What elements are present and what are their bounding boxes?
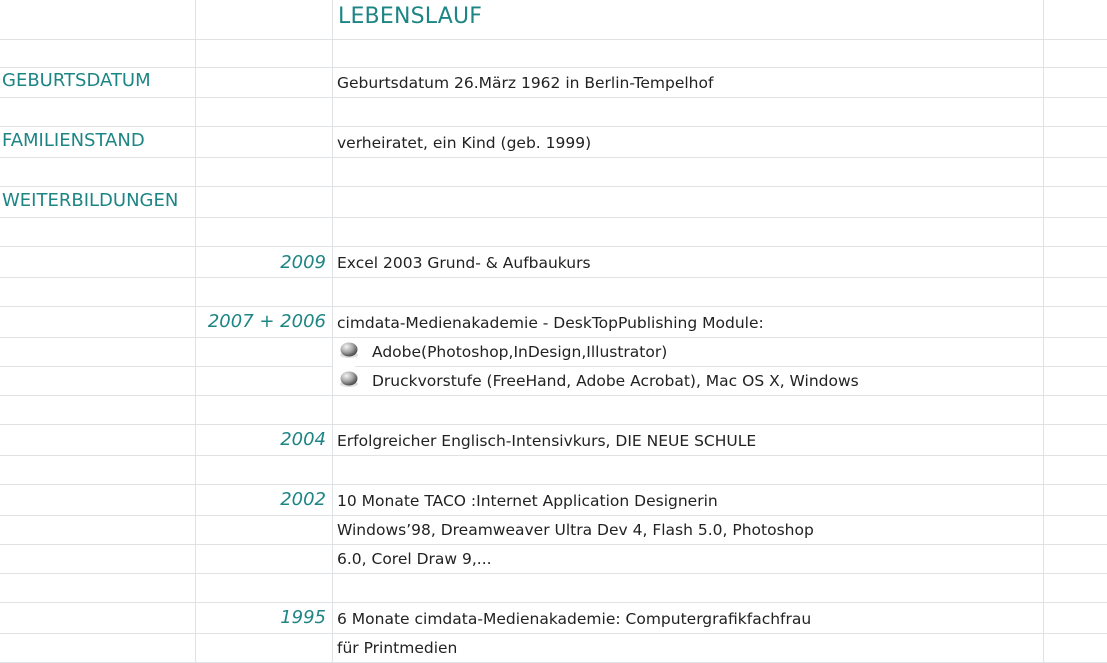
row-divider bbox=[0, 573, 1107, 574]
column-divider bbox=[332, 0, 333, 663]
row-divider bbox=[0, 277, 1107, 278]
row-divider bbox=[0, 217, 1107, 218]
value-birthdate: Geburtsdatum 26.März 1962 in Berlin-Tempelhof bbox=[337, 74, 714, 92]
label-family-status: FAMILIENSTAND bbox=[2, 130, 145, 151]
row-divider bbox=[0, 395, 1107, 396]
row-divider bbox=[0, 544, 1107, 545]
row-divider bbox=[0, 97, 1107, 98]
row-divider bbox=[0, 484, 1107, 485]
entry-line: 10 Monate TACO :Internet Application Designerin bbox=[337, 492, 718, 510]
row-divider bbox=[0, 186, 1107, 187]
entry-line: Excel 2003 Grund- & Aufbaukurs bbox=[337, 254, 591, 272]
row-divider bbox=[0, 633, 1107, 634]
entry-year: 2002 bbox=[280, 489, 326, 510]
row-divider bbox=[0, 515, 1107, 516]
row-divider bbox=[0, 246, 1107, 247]
entry-line: für Printmedien bbox=[337, 639, 458, 657]
row-divider bbox=[0, 157, 1107, 158]
bullet-item-text: Adobe(Photoshop,InDesign,Illustrator) bbox=[372, 343, 668, 361]
row-divider bbox=[0, 602, 1107, 603]
row-divider bbox=[0, 455, 1107, 456]
page-title: LEBENSLAUF bbox=[338, 4, 483, 29]
column-divider bbox=[195, 0, 196, 663]
value-family-status: verheiratet, ein Kind (geb. 1999) bbox=[337, 134, 592, 152]
row-divider bbox=[0, 126, 1107, 127]
label-further-training: WEITERBILDUNGEN bbox=[2, 190, 179, 211]
column-divider bbox=[1043, 0, 1044, 663]
grey-sphere-bullet-icon bbox=[338, 370, 360, 388]
entry-year: 2009 bbox=[280, 252, 326, 273]
row-divider bbox=[0, 39, 1107, 40]
row-divider bbox=[0, 337, 1107, 338]
row-divider bbox=[0, 67, 1107, 68]
entry-line: 6 Monate cimdata-Medienakademie: Computergrafikfachfrau bbox=[337, 610, 812, 628]
entry-year: 2004 bbox=[280, 429, 326, 450]
entry-year: 1995 bbox=[280, 607, 326, 628]
row-divider bbox=[0, 424, 1107, 425]
label-birthdate: GEBURTSDATUM bbox=[2, 70, 151, 91]
entry-year: 2007 + 2006 bbox=[207, 311, 326, 332]
entry-line: cimdata-Medienakademie - DeskTopPublishing Module: bbox=[337, 314, 764, 332]
entry-line: 6.0, Corel Draw 9,... bbox=[337, 550, 492, 568]
entry-line: Windows’98, Dreamweaver Ultra Dev 4, Flash 5.0, Photoshop bbox=[337, 521, 814, 539]
bullet-item-text: Druckvorstufe (FreeHand, Adobe Acrobat), Mac OS X, Windows bbox=[372, 372, 859, 390]
grey-sphere-bullet-icon bbox=[338, 341, 360, 359]
entry-line: Erfolgreicher Englisch-Intensivkurs, DIE NEUE SCHULE bbox=[337, 432, 757, 450]
row-divider bbox=[0, 306, 1107, 307]
row-divider bbox=[0, 366, 1107, 367]
